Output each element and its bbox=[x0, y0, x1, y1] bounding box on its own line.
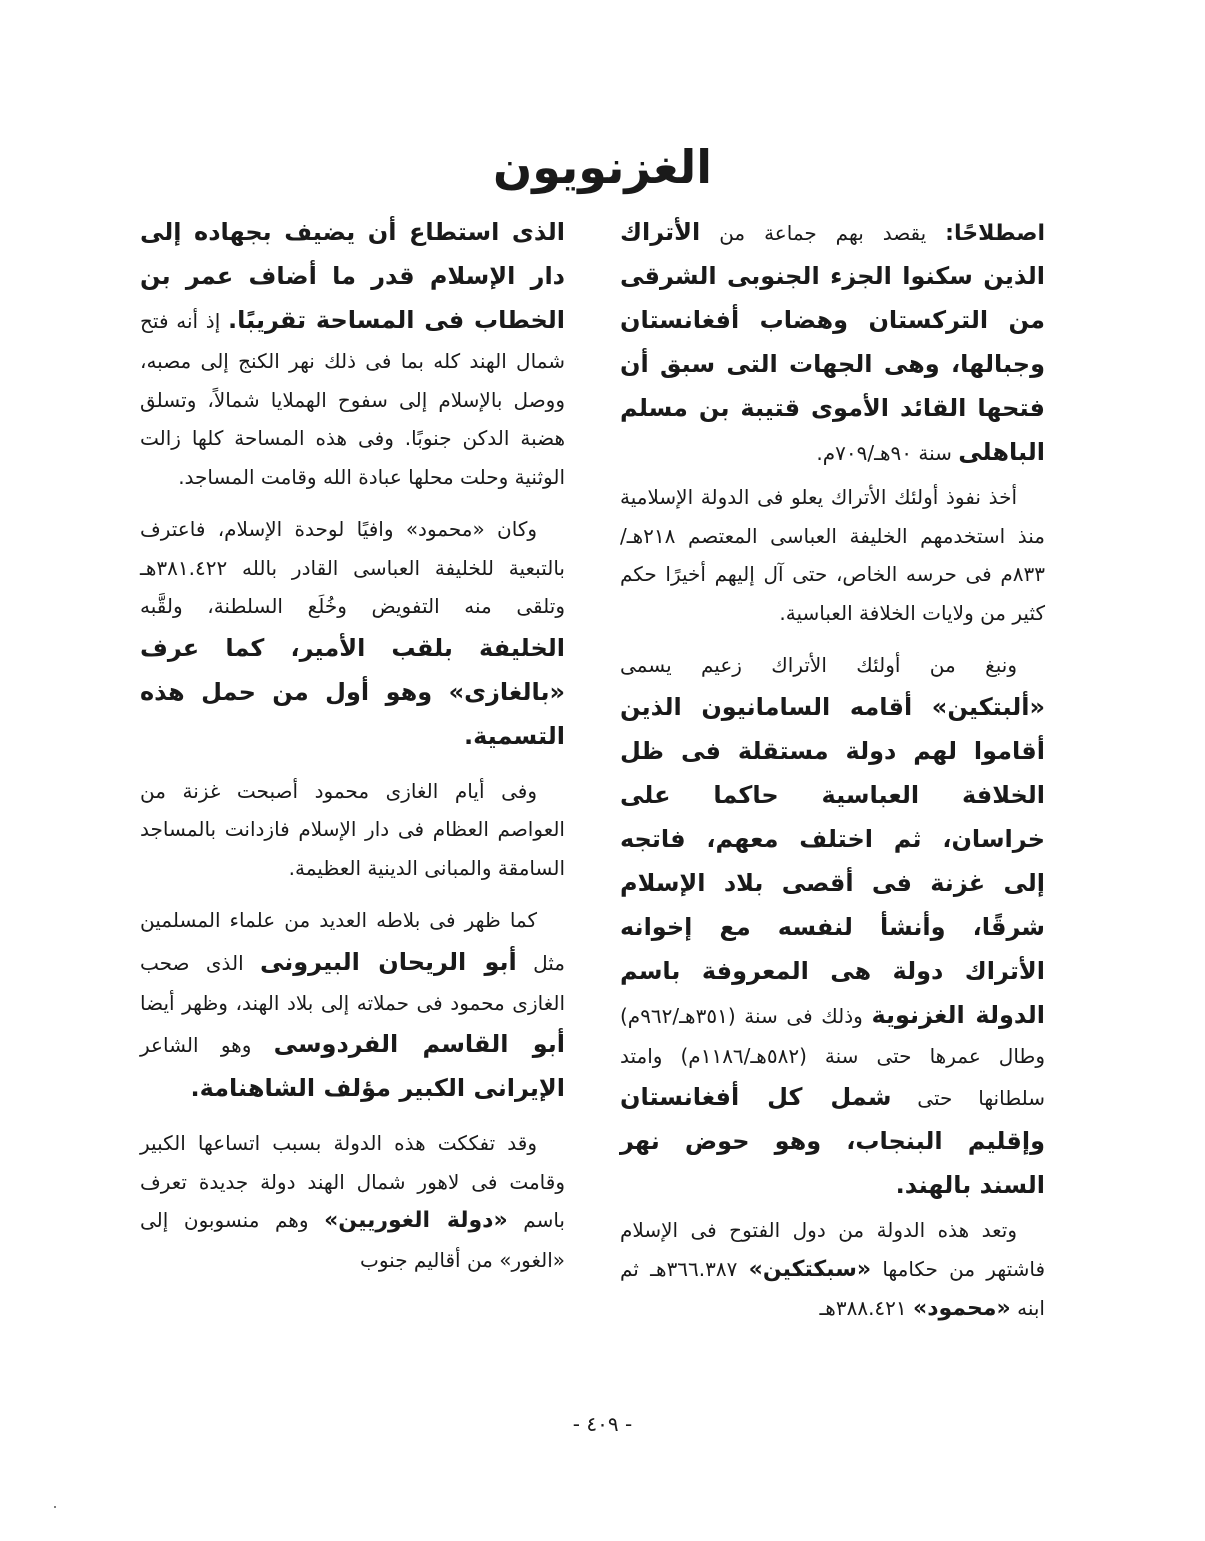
paragraph-text: وقد تفككت هذه الدولة بسبب اتساعها الكبير وقامت فى لاهور شمال الهند دولة جديدة تعرف باسم bbox=[140, 1131, 565, 1232]
emphasis-text: الذى استطاع أن يضيف بجهاده إلى دار الإسلام قدر ما أضاف عمر بن الخطاب فى المساحة تقريبًا. bbox=[140, 218, 566, 334]
right-column bbox=[620, 210, 1045, 1343]
emphasis-text: «سبكتكين» bbox=[748, 1256, 872, 1282]
definition-lead: اصطلاحًا: bbox=[945, 221, 1046, 246]
paragraph-alptigin bbox=[620, 646, 1045, 1207]
paragraph-turkish-influence bbox=[620, 478, 1045, 632]
paragraph-ghazni-capital bbox=[140, 772, 565, 888]
paragraph-mahmud-loyalty bbox=[140, 510, 565, 758]
emphasis-text: شمل كل أفغانستان وإقليم البنجاب، وهو حوض نهر السند بالهند. bbox=[620, 1083, 1045, 1199]
scan-speck bbox=[54, 1506, 56, 1508]
page-title: الغزنويون bbox=[492, 140, 713, 194]
paragraph-scholars bbox=[140, 901, 565, 1110]
emphasis-text: «دولة الغوريين» bbox=[324, 1208, 508, 1233]
paragraph-text: كما ظهر فى بلاطه العديد من علماء المسلمين مثل bbox=[140, 908, 565, 975]
emphasis-text: «ألبتكين» أقامه السامانيون الذين أقاموا لهم دولة مستقلة فى ظل الخلافة العباسية حاكما على خراسان، ثم اختلف معهم، فاتجه إلى غزنة فى أقصى بلاد الإسلام شرقًا، وأنشأ لنفسه مع إخوانه الأتراك دولة هى المعروفة باسم الدولة الغزنوية bbox=[620, 692, 1045, 1029]
left-column bbox=[140, 210, 565, 1293]
paragraph-text: وهو الشاعر bbox=[140, 1033, 274, 1057]
paragraph-text: وذلك فى سنة (٣٥١هـ/٩٦٢م) وطال عمرها حتى سنة (٥٨٢هـ/١١٨٦م) وامتد سلطانها حتى bbox=[620, 1003, 1045, 1110]
emphasis-text: الخليفة بلقب الأمير، كما عرف «بالغازى» وهو أول من حمل هذه التسمية. bbox=[140, 633, 565, 750]
paragraph-text: ٣٨٨.٤٢١هـ bbox=[819, 1296, 914, 1320]
paragraph-decline bbox=[140, 1124, 565, 1279]
paragraph-conquest-state bbox=[620, 1211, 1045, 1329]
paragraph-text: وتعد هذه الدولة من دول الفتوح فى الإسلام فاشتهر من حكامها bbox=[620, 1218, 1046, 1281]
emphasis-text: أبو الريحان البيرونى bbox=[259, 947, 517, 976]
emphasis-text: الإيرانى الكبير مؤلف الشاهنامة. bbox=[190, 1074, 565, 1102]
paragraph-mahmud-expansion bbox=[140, 210, 565, 496]
paragraph-text: سنة ٩٠هـ/٧٠٩م. bbox=[816, 441, 959, 465]
paragraph-text: وكان «محمود» وافيًا لوحدة الإسلام، فاعترف بالتبعية للخليفة العباسى القادر بالله ٣٨١.٤٢٢هـ وتلقى منه التفويض وخُلَع السلطنة، ولقَّبه bbox=[140, 517, 565, 618]
paragraph-text: الذى صحب الغازى محمود فى حملاته إلى بلاد الهند، وظهر أيضا bbox=[140, 950, 565, 1015]
paragraph-text: ونبغ من أولئك الأتراك زعيم يسمى bbox=[620, 653, 1017, 677]
emphasis-text: أبو القاسم الفردوسى bbox=[273, 1030, 565, 1058]
page-number: - ٤٠٩ - bbox=[572, 1412, 633, 1436]
paragraph-text: يقصد بهم جماعة من bbox=[719, 221, 946, 245]
emphasis-text: «محمود» bbox=[913, 1296, 1011, 1321]
paragraph-text: وهم منسوبون إلى «الغور» من أقاليم جنوب bbox=[140, 1208, 565, 1272]
emphasis-text: الأتراك الذين سكنوا الجزء الجنوبى الشرقى من التركستان وهضاب أفغانستان وجبالها، وهى الجهات التى سبق أن فتحها القائد الأموى قتيبة بن مسلم الباهلى bbox=[620, 218, 1045, 466]
paragraph-text: أخذ نفوذ أولئك الأتراك يعلو فى الدولة الإسلامية منذ استخدمهم الخليفة العباسى المعتصم ٢١٨هـ/٨٣٣م فى حرسه الخاص، حتى آل إليهم أخيرًا حكم كثير من ولايات الخلافة العباسية. bbox=[620, 485, 1045, 625]
paragraph-text: وفى أيام الغازى محمود أصبحت غزنة من العواصم العظام فى دار الإسلام فازدانت بالمساجد السامقة والمبانى الدينية العظيمة. bbox=[140, 778, 565, 880]
paragraph-text: إذ أنه فتح شمال الهند كله بما فى ذلك نهر الكنج إلى مصبه، ووصل بالإسلام إلى سفوح الهملايا شمالاً، وتسلق هضبة الدكن جنوبًا. وفى هذه المساحة كلها زالت الوثنية وحلت محلها عبادة الله وقامت المساجد. bbox=[140, 309, 565, 489]
paragraph-text: ٣٦٦.٣٨٧هـ ثم ابنه bbox=[620, 1256, 1045, 1320]
paragraph-definition bbox=[620, 210, 1045, 474]
